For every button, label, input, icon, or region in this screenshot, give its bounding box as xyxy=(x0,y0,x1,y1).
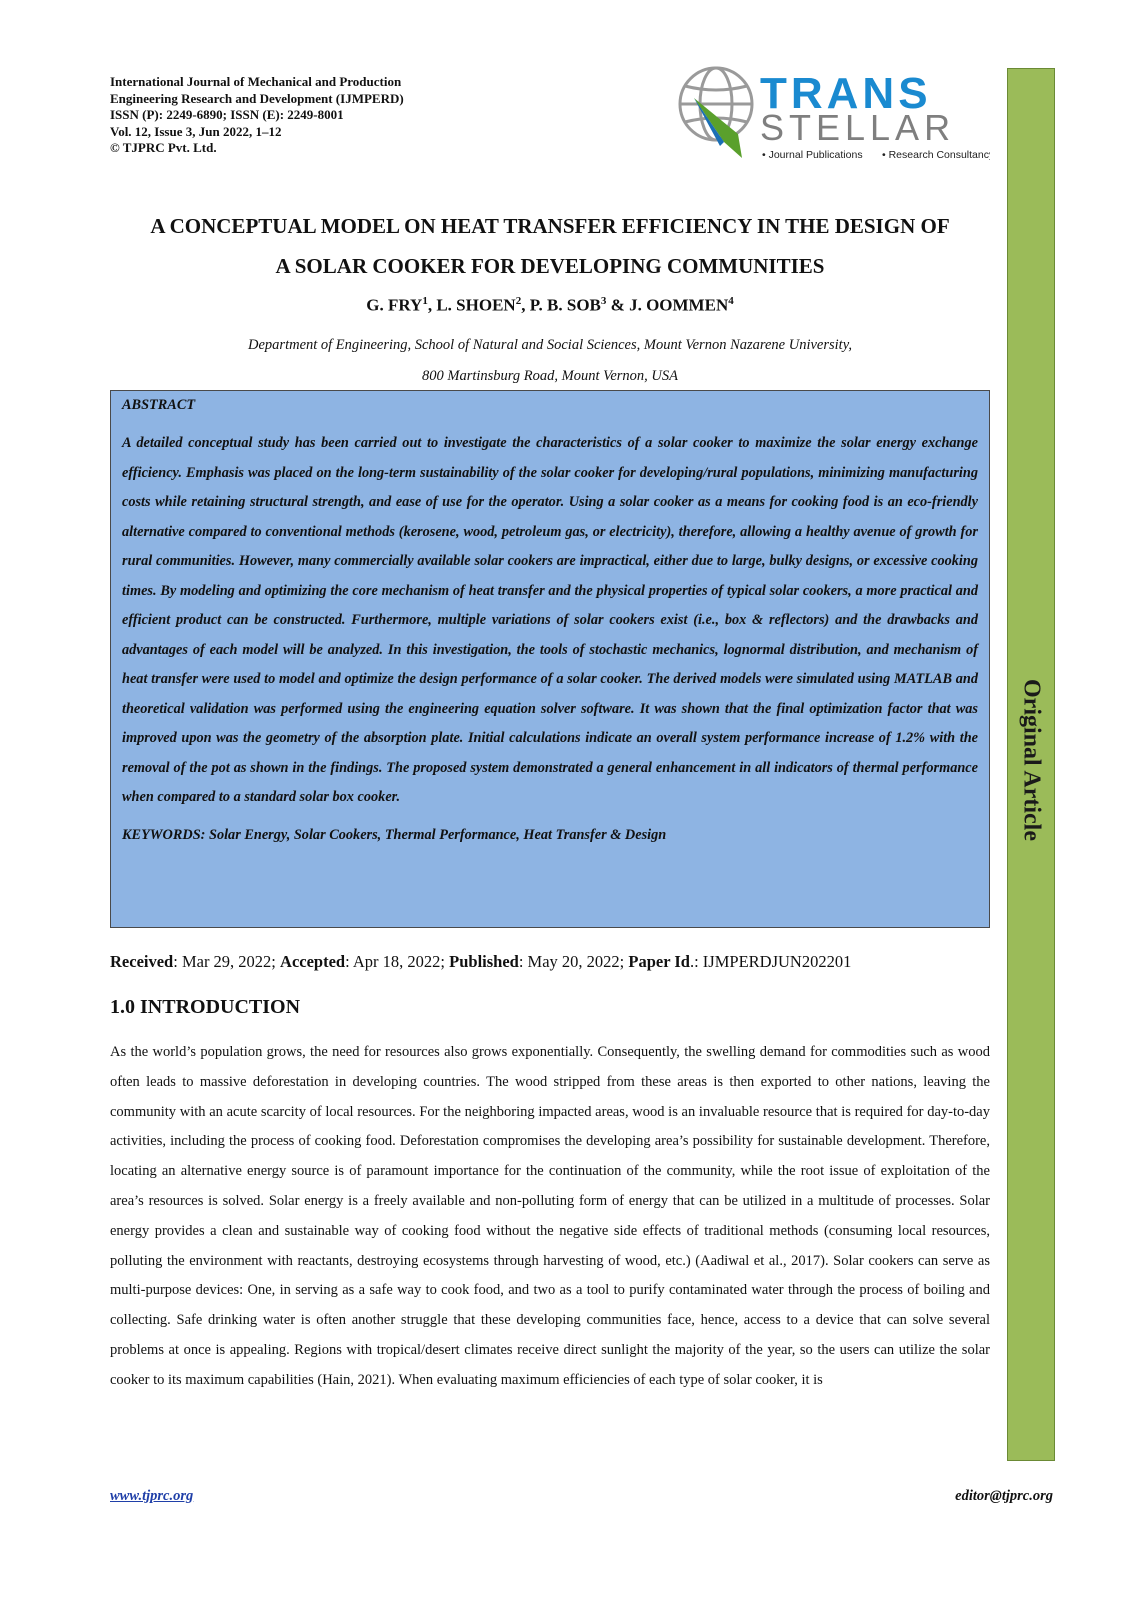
author-list xyxy=(110,295,990,316)
author-name: J. OOMMEN xyxy=(629,295,729,315)
logo-word-trans: TRANS xyxy=(760,69,932,118)
journal-info-line: Vol. 12, Issue 3, Jun 2022, 1–12 xyxy=(110,123,282,139)
publication-dates xyxy=(110,952,851,972)
article-type-label: Original Article xyxy=(1018,679,1045,841)
keywords: KEYWORDS: Solar Energy, Solar Cookers, Thermal Performance, Heat Transfer & Design xyxy=(122,826,667,843)
journal-info-line: International Journal of Mechanical and Production xyxy=(110,74,402,89)
author-name: L. SHOEN xyxy=(436,295,516,315)
received-label: Received xyxy=(110,952,174,971)
affiliation-line: Department of Engineering, School of Natural and Social Sciences, Mount Vernon Nazarene University, xyxy=(248,337,852,353)
author-separator: , xyxy=(521,295,530,315)
logo-tagline-1: • Journal Publications xyxy=(762,149,863,161)
footer-email: editor@tjprc.org xyxy=(955,1488,1053,1504)
author-affiliation xyxy=(110,330,990,392)
accepted-date: : Apr 18, 2022; xyxy=(345,952,450,971)
introduction-paragraph: As the world’s population grows, the need for resources also grows exponentially. Consequently, the swelling demand for commodities such as wood often leads to massive deforestation in developing countries. The wood stripped from these areas is then exported to other nations, leaving the community with an acute scarcity of local resources. For the neighboring impacted areas, wood is an invaluable resource that is required for day-to-day activities, including the process of cooking food. Deforestation compromises the developing area’s possibility for sustainable development. Therefore, locating an alternative energy source is of paramount importance for the continuation of the community, while the root issue of exploitation of the area’s resources is solved. Solar energy is a freely available and non-polluting form of energy that can be utilized in a multitude of processes. Solar energy provides a clean and sustainable way of cooking food without the negative side effects of traditional methods (consuming local resources, polluting the environment with reactants, destroying ecosystems through harvesting of wood, etc.) (Aadiwal et al., 2017). Solar cookers can serve as multi-purpose devices: One, in serving as a safe way to cook food, and two as a tool to purify contaminated water through the process of boiling and collecting. Safe drinking water is often another struggle that these developing communities face, hence, access to a device that can solve several problems at once is appealing. Regions with tropical/desert climates receive direct sunlight the majority of the year, so the users can utilize the solar cooker to its maximum capabilities (Hain, 2021). When evaluating maximum efficiencies of each type of solar cooker, it is xyxy=(110,1044,990,1388)
published-date: : May 20, 2022; xyxy=(518,952,629,971)
logo-tagline-2: • Research Consultancy xyxy=(882,149,990,161)
abstract-box xyxy=(110,390,990,928)
abstract-text: A detailed conceptual study has been carried out to investigate the characteristics of a solar cooker to maximize the solar energy exchange efficiency. Emphasis was placed on the long-term sustainability of the solar cooker for developing/rural populations, minimizing manufacturing costs while retaining structural strength, and ease of use for the operator. Using a solar cooker as a means for cooking food is an eco-friendly alternative compared to conventional methods (kerosene, wood, petroleum gas, or electricity), therefore, allowing a healthy avenue of growth for rural communities. However, many commercially available solar cookers are impractical, either due to large, bulky designs, or excessive cooking times. By modeling and optimizing the core mechanism of heat transfer and the physical properties of typical solar cookers, a more practical and efficient product can be constructed. Furthermore, multiple variations of solar cookers exist (i.e., box & reflectors) and the drawbacks and advantages of each model will be analyzed. In this investigation, the tools of stochastic mechanics, lognormal distribution, and mechanism of heat transfer were used to model and optimize the design performance of a solar cooker. The derived models were simulated using MATLAB and theoretical validation was performed using the engineering equation solver software. It was shown that the final optimization factor that was improved upon was the geometry of the absorption plate. Initial calculations indicate an overall system performance increase of 1.2% with the removal of the pot as shown in the findings. The proposed system demonstrated a general enhancement in all indicators of thermal performance when compared to a standard solar box cooker. xyxy=(122,435,978,805)
logo-word-stellar: STELLAR xyxy=(760,107,956,148)
author-affiliation-mark: 3 xyxy=(600,295,607,307)
journal-info-line: © TJPRC Pvt. Ltd. xyxy=(110,140,217,155)
published-label: Published xyxy=(449,952,519,971)
author-affiliation-mark: 4 xyxy=(728,295,734,307)
author-separator: , xyxy=(427,295,437,315)
section-heading-introduction: 1.0 INTRODUCTION xyxy=(110,996,301,1018)
journal-info-line: ISSN (P): 2249-6890; ISSN (E): 2249-8001 xyxy=(110,107,344,122)
paper-title xyxy=(110,206,990,286)
accepted-label: Accepted xyxy=(280,952,346,971)
author-affiliation-mark: 1 xyxy=(422,295,428,307)
affiliation-line: 800 Martinsburg Road, Mount Vernon, USA xyxy=(421,368,679,384)
footer-website-link[interactable]: www.tjprc.org xyxy=(110,1488,194,1504)
globe-pen-icon xyxy=(672,64,990,164)
author-affiliation-mark: 2 xyxy=(515,295,522,307)
author-separator: & xyxy=(606,295,630,315)
journal-info xyxy=(110,74,404,157)
transstellar-logo xyxy=(672,64,990,164)
author-name: P. B. SOB xyxy=(529,295,601,315)
paper-id-label: Paper Id xyxy=(628,952,690,971)
paper-id: .: IJMPERDJUN202201 xyxy=(689,952,852,971)
paper-title-line: A SOLAR COOKER FOR DEVELOPING COMMUNITIES xyxy=(275,254,825,278)
author-name: G. FRY xyxy=(366,295,423,315)
received-date: : Mar 29, 2022; xyxy=(173,952,281,971)
abstract-heading: ABSTRACT xyxy=(122,397,196,413)
journal-info-line: Engineering Research and Development (IJMPERD) xyxy=(110,90,404,106)
paper-title-line: A CONCEPTUAL MODEL ON HEAT TRANSFER EFFICIENCY IN THE DESIGN OF xyxy=(150,214,950,238)
